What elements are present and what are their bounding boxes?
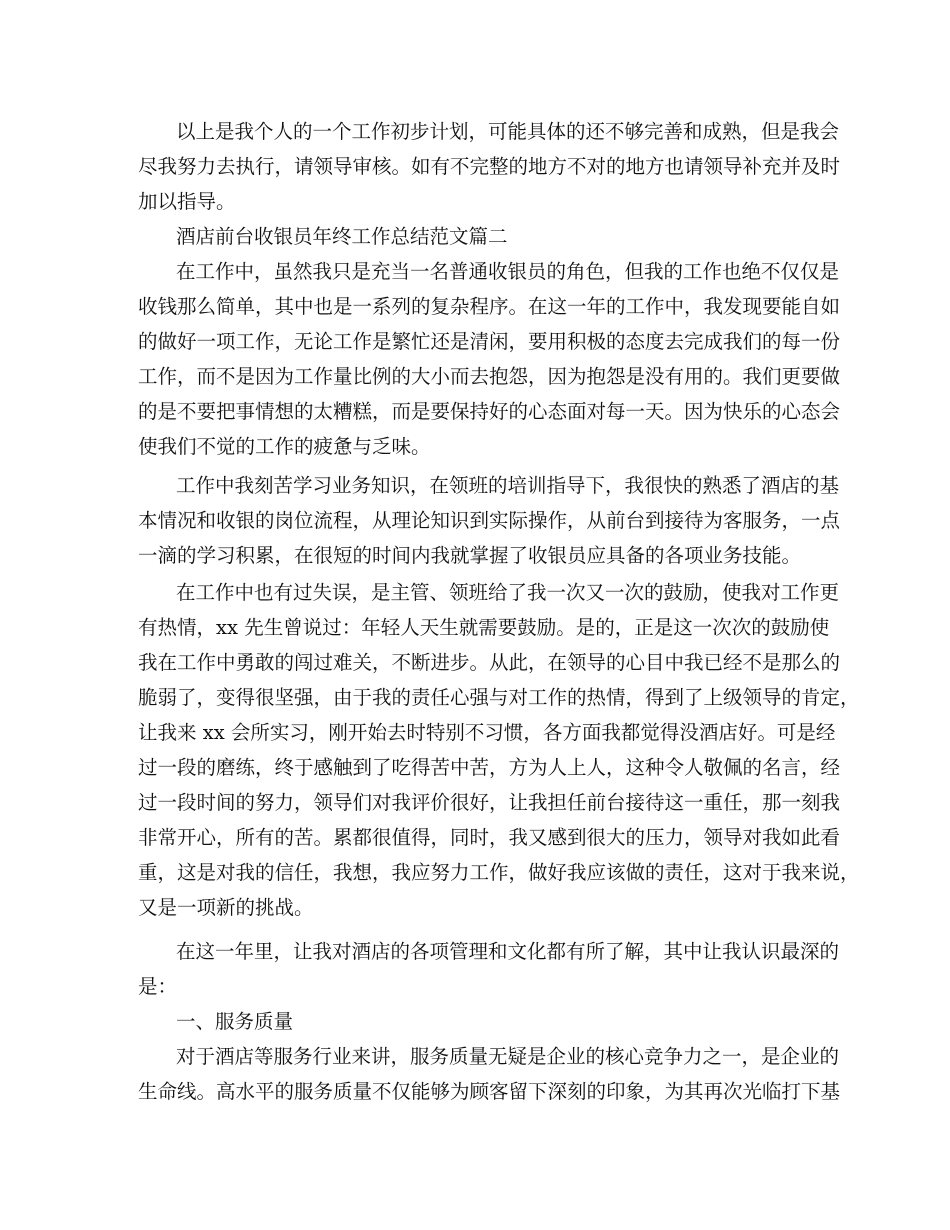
paragraph-line: 过一段时间的努力，领导们对我评价很好，让我担任前台接待这一重任，那一刻我 — [138, 791, 841, 814]
paragraph-line: 加以指导。 — [138, 190, 236, 213]
paragraph-line: 又是一项新的挑战。 — [138, 896, 314, 919]
paragraph-line: 收钱那么简单，其中也是一系列的复杂程序。在这一年的工作中，我发现要能自如 — [138, 295, 841, 318]
paragraph-line: 让我来 xx 会所实习，刚开始去时特别不习惯，各方面我都觉得没酒店好。可是经 — [138, 721, 836, 744]
paragraph-line: 脆弱了，变得很坚强，由于我的责任心强与对工作的热情，得到了上级领导的肯定， — [138, 686, 860, 709]
paragraph-line: 是： — [138, 975, 178, 998]
paragraph-line: 生命线。高水平的服务质量不仅能够为顾客留下深刻的印象，为其再次光临打下基 — [138, 1080, 841, 1103]
paragraph-line: 有热情，xx 先生曾说过：年轻人天生就需要鼓励。是的，正是这一次次的鼓励使 — [138, 616, 830, 639]
paragraph-line: 在工作中，虽然我只是充当一名普通收银员的角色，但我的工作也绝不仅仅是 — [176, 260, 840, 283]
section-heading: 酒店前台收银员年终工作总结范文篇二 — [176, 225, 508, 248]
paragraph-line: 一滴的学习积累，在很短的时间内我就掌握了收银员应具备的各项业务技能。 — [138, 544, 802, 567]
paragraph-line: 以上是我个人的一个工作初步计划，可能具体的还不够完善和成熟，但是我会 — [176, 120, 840, 143]
paragraph-line: 在这一年里，让我对酒店的各项管理和文化都有所了解，其中让我认识最深的 — [176, 940, 840, 963]
paragraph-line: 对于酒店等服务行业来讲，服务质量无疑是企业的核心竞争力之一，是企业的 — [176, 1045, 840, 1068]
paragraph-line: 重，这是对我的信任，我想，我应努力工作，做好我应该做的责任，这对于我来说， — [138, 861, 860, 884]
paragraph-line: 在工作中也有过失误，是主管、领班给了我一次又一次的鼓励，使我对工作更 — [176, 581, 840, 604]
paragraph-line: 的做好一项工作，无论工作是繁忙还是清闲，要用积极的态度去完成我们的每一份 — [138, 330, 841, 353]
paragraph-line: 工作中我刻苦学习业务知识，在领班的培训指导下，我很快的熟悉了酒店的基 — [176, 474, 840, 497]
paragraph-line: 非常开心，所有的苦。累都很值得，同时，我又感到很大的压力，领导对我如此看 — [138, 826, 841, 849]
paragraph-line: 尽我努力去执行，请领导审核。如有不完整的地方不对的地方也请领导补充并及时 — [138, 155, 841, 178]
paragraph-line: 使我们不觉的工作的疲惫与乏味。 — [138, 435, 431, 458]
paragraph-line: 过一段的磨练，终于感触到了吃得苦中苦，方为人上人，这种令人敬佩的名言，经 — [138, 756, 841, 779]
paragraph-line: 我在工作中勇敢的闯过难关，不断进步。从此，在领导的心目中我已经不是那么的 — [138, 651, 841, 674]
paragraph-line: 的是不要把事情想的太糟糕，而是要保持好的心态面对每一天。因为快乐的心态会 — [138, 400, 841, 423]
paragraph-line: 工作，而不是因为工作量比例的大小而去抱怨，因为抱怨是没有用的。我们更要做 — [138, 365, 841, 388]
paragraph-line: 本情况和收银的岗位流程，从理论知识到实际操作，从前台到接待为客服务，一点 — [138, 509, 841, 532]
section-heading: 一、服务质量 — [176, 1010, 294, 1033]
